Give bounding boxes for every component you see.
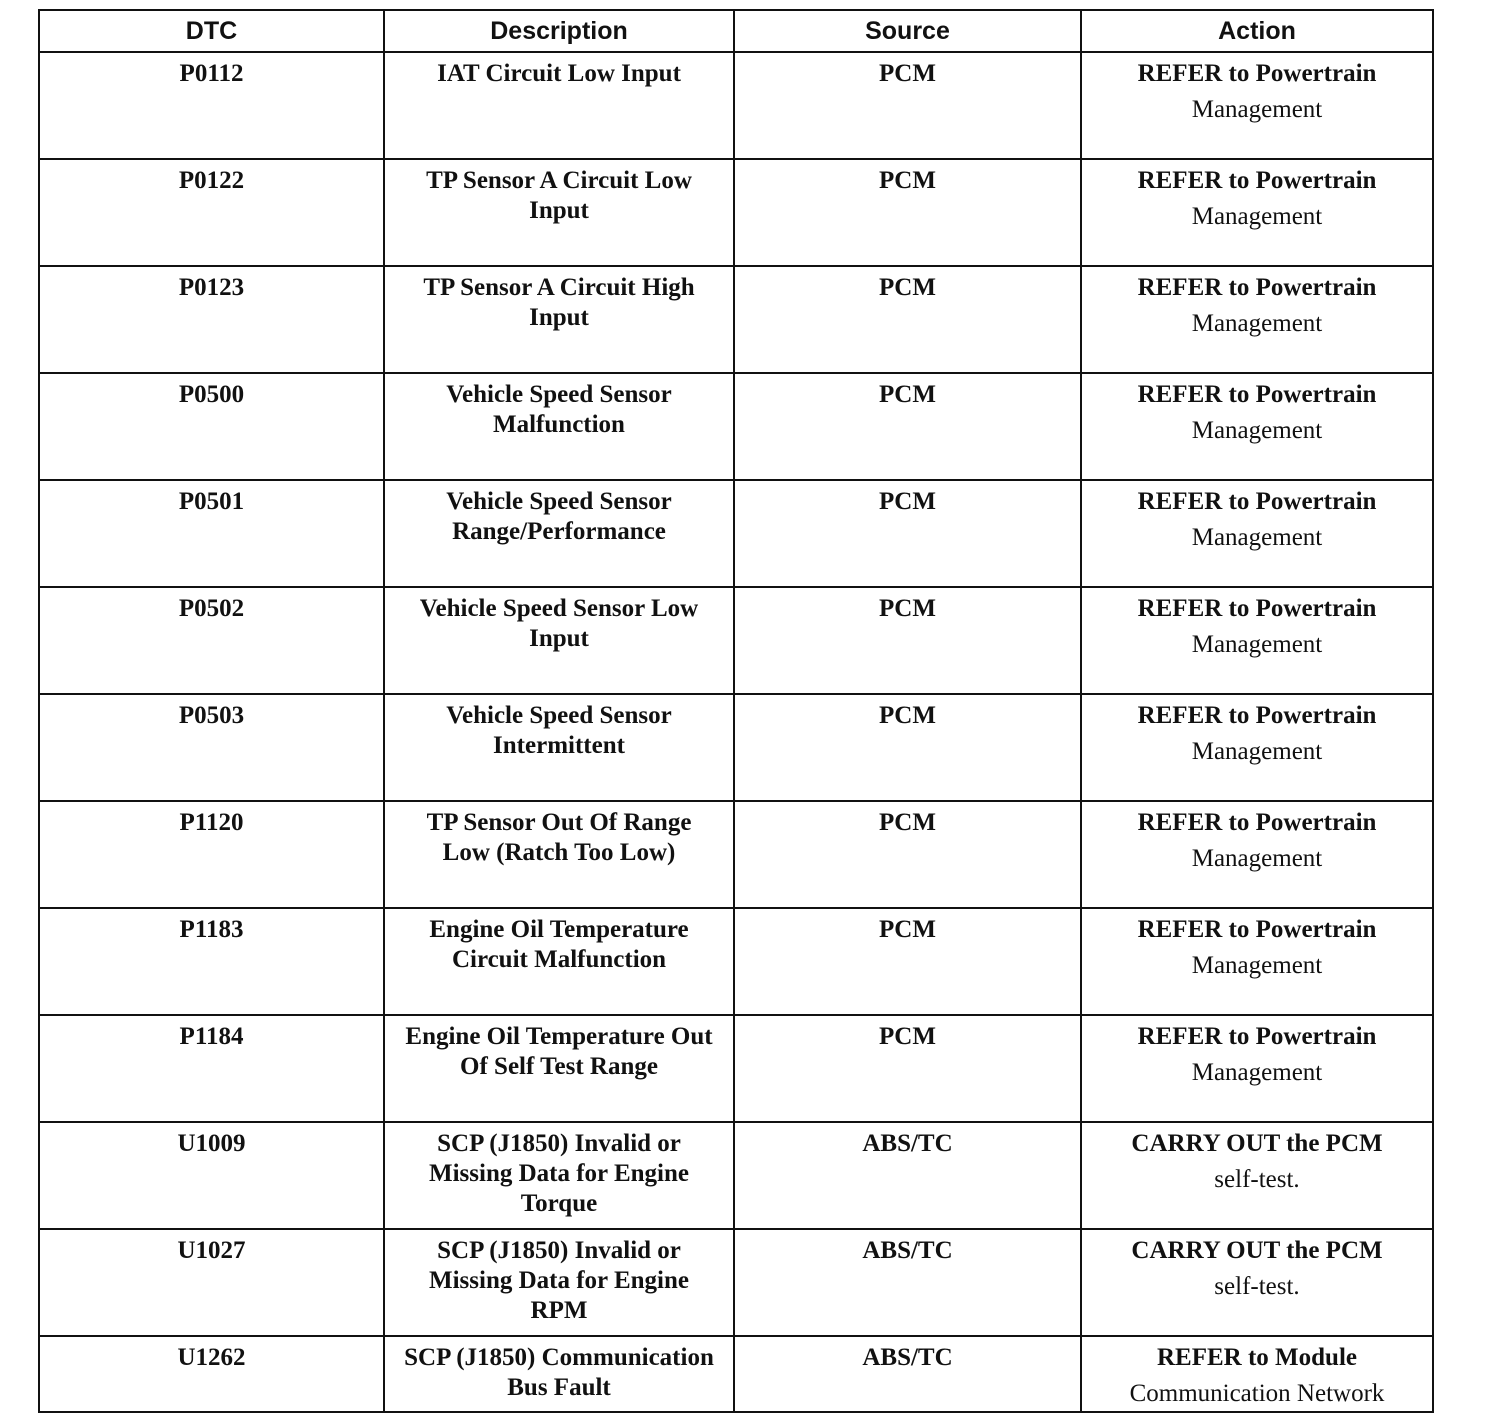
action-cell: [1081, 159, 1433, 266]
action-cell: [1081, 480, 1433, 587]
action-cell: [1081, 587, 1433, 694]
action-line: Management: [1191, 310, 1323, 337]
action-cell: [1081, 1015, 1433, 1122]
source-cell: ABS/TC: [734, 1336, 1081, 1412]
table-row: [39, 266, 1433, 373]
description-line: SCP (J1850) Invalid or: [437, 1130, 681, 1157]
action-cell: [1081, 1122, 1433, 1229]
action-line: self-test.: [1214, 1166, 1300, 1193]
action-line: Management: [1191, 845, 1323, 872]
action-cell: [1081, 52, 1433, 159]
action-cell: [1081, 1229, 1433, 1336]
dtc-code-cell: U1027: [39, 1229, 384, 1336]
source-cell: PCM: [734, 801, 1081, 908]
description-line: Engine Oil Temperature: [429, 916, 689, 943]
description-cell: [384, 908, 734, 1015]
description-line: Range/Performance: [452, 518, 666, 545]
action-line: self-test.: [1214, 1273, 1300, 1300]
dtc-code-cell: P0112: [39, 52, 384, 159]
description-line: Missing Data for Engine: [429, 1267, 689, 1294]
dtc-code-cell: P0503: [39, 694, 384, 801]
description-cell: [384, 694, 734, 801]
description-line: Missing Data for Engine: [429, 1160, 689, 1187]
table-row: [39, 1336, 1433, 1412]
description-line: SCP (J1850) Invalid or: [437, 1237, 681, 1264]
table-body: [39, 52, 1433, 1412]
source-cell: PCM: [734, 587, 1081, 694]
table-row: [39, 159, 1433, 266]
table-row: [39, 908, 1433, 1015]
table-row: [39, 801, 1433, 908]
source-cell: PCM: [734, 1015, 1081, 1122]
description-cell: [384, 1336, 734, 1412]
dtc-code-cell: P1120: [39, 801, 384, 908]
table-row: [39, 694, 1433, 801]
table-header: [39, 10, 1433, 52]
header-row: [39, 10, 1433, 52]
description-line: RPM: [530, 1297, 588, 1324]
action-line: REFER to Powertrain: [1137, 381, 1377, 408]
description-line: Of Self Test Range: [460, 1053, 658, 1080]
table-row: [39, 1229, 1433, 1336]
dtc-code-cell: P0501: [39, 480, 384, 587]
description-cell: [384, 373, 734, 480]
action-cell: [1081, 1336, 1433, 1412]
source-cell: PCM: [734, 159, 1081, 266]
table-row: [39, 587, 1433, 694]
source-cell: PCM: [734, 694, 1081, 801]
header-source: Source: [734, 10, 1081, 52]
description-line: Input: [529, 625, 589, 652]
description-line: Intermittent: [493, 732, 625, 759]
dtc-code-cell: P1183: [39, 908, 384, 1015]
action-line: Management: [1191, 96, 1323, 123]
description-cell: [384, 801, 734, 908]
description-cell: [384, 52, 734, 159]
description-line: SCP (J1850) Communication: [404, 1344, 714, 1371]
description-cell: [384, 587, 734, 694]
action-cell: [1081, 266, 1433, 373]
dtc-code-cell: P0502: [39, 587, 384, 694]
table-row: [39, 1122, 1433, 1229]
source-cell: PCM: [734, 373, 1081, 480]
action-cell: [1081, 694, 1433, 801]
description-line: IAT Circuit Low Input: [437, 60, 681, 87]
source-cell: PCM: [734, 52, 1081, 159]
header-dtc: DTC: [39, 10, 384, 52]
description-line: Malfunction: [493, 411, 625, 438]
description-cell: [384, 1122, 734, 1229]
description-cell: [384, 159, 734, 266]
action-line: Management: [1191, 1059, 1323, 1086]
table-row: [39, 52, 1433, 159]
source-cell: PCM: [734, 480, 1081, 587]
action-line: REFER to Powertrain: [1137, 916, 1377, 943]
action-line: REFER to Powertrain: [1137, 702, 1377, 729]
action-cell: [1081, 373, 1433, 480]
description-line: Bus Fault: [507, 1374, 611, 1401]
action-cell: [1081, 801, 1433, 908]
dtc-code-cell: P0500: [39, 373, 384, 480]
table-row: [39, 373, 1433, 480]
description-line: TP Sensor A Circuit Low: [426, 167, 692, 194]
header-description: Description: [384, 10, 734, 52]
action-line: Communication Network: [1129, 1380, 1385, 1407]
action-line: REFER to Powertrain: [1137, 488, 1377, 515]
description-line: Input: [529, 304, 589, 331]
description-line: Vehicle Speed Sensor Low: [419, 595, 699, 622]
description-line: TP Sensor A Circuit High: [423, 274, 695, 301]
source-cell: ABS/TC: [734, 1229, 1081, 1336]
description-cell: [384, 1015, 734, 1122]
description-line: Vehicle Speed Sensor: [446, 381, 672, 408]
source-cell: PCM: [734, 266, 1081, 373]
description-line: Vehicle Speed Sensor: [446, 488, 672, 515]
action-line: Management: [1191, 524, 1323, 551]
description-line: Engine Oil Temperature Out: [405, 1023, 713, 1050]
action-line: Management: [1191, 417, 1323, 444]
dtc-code-cell: P1184: [39, 1015, 384, 1122]
description-cell: [384, 480, 734, 587]
table-row: [39, 1015, 1433, 1122]
action-line: Management: [1191, 203, 1323, 230]
description-line: Input: [529, 197, 589, 224]
action-line: REFER to Powertrain: [1137, 274, 1377, 301]
dtc-code-cell: U1262: [39, 1336, 384, 1412]
dtc-code-cell: U1009: [39, 1122, 384, 1229]
action-cell: [1081, 908, 1433, 1015]
description-cell: [384, 1229, 734, 1336]
action-line: REFER to Powertrain: [1137, 595, 1377, 622]
action-line: CARRY OUT the PCM: [1131, 1237, 1383, 1264]
source-cell: PCM: [734, 908, 1081, 1015]
description-line: Vehicle Speed Sensor: [446, 702, 672, 729]
description-line: Circuit Malfunction: [451, 946, 667, 973]
action-line: REFER to Powertrain: [1137, 167, 1377, 194]
description-line: TP Sensor Out Of Range: [426, 809, 692, 836]
source-cell: ABS/TC: [734, 1122, 1081, 1229]
table-row: [39, 480, 1433, 587]
description-cell: [384, 266, 734, 373]
action-line: Management: [1191, 631, 1323, 658]
dtc-code-cell: P0122: [39, 159, 384, 266]
action-line: Management: [1191, 952, 1323, 979]
action-line: REFER to Powertrain: [1137, 809, 1377, 836]
dtc-code-cell: P0123: [39, 266, 384, 373]
description-line: Torque: [520, 1190, 598, 1217]
description-line: Low (Ratch Too Low): [442, 839, 676, 866]
action-line: REFER to Powertrain: [1137, 60, 1377, 87]
header-action: Action: [1081, 10, 1433, 52]
action-line: CARRY OUT the PCM: [1131, 1130, 1383, 1157]
action-line: REFER to Module: [1157, 1344, 1357, 1371]
action-line: REFER to Powertrain: [1137, 1023, 1377, 1050]
dtc-table: [38, 9, 1434, 1413]
action-line: Management: [1191, 738, 1323, 765]
